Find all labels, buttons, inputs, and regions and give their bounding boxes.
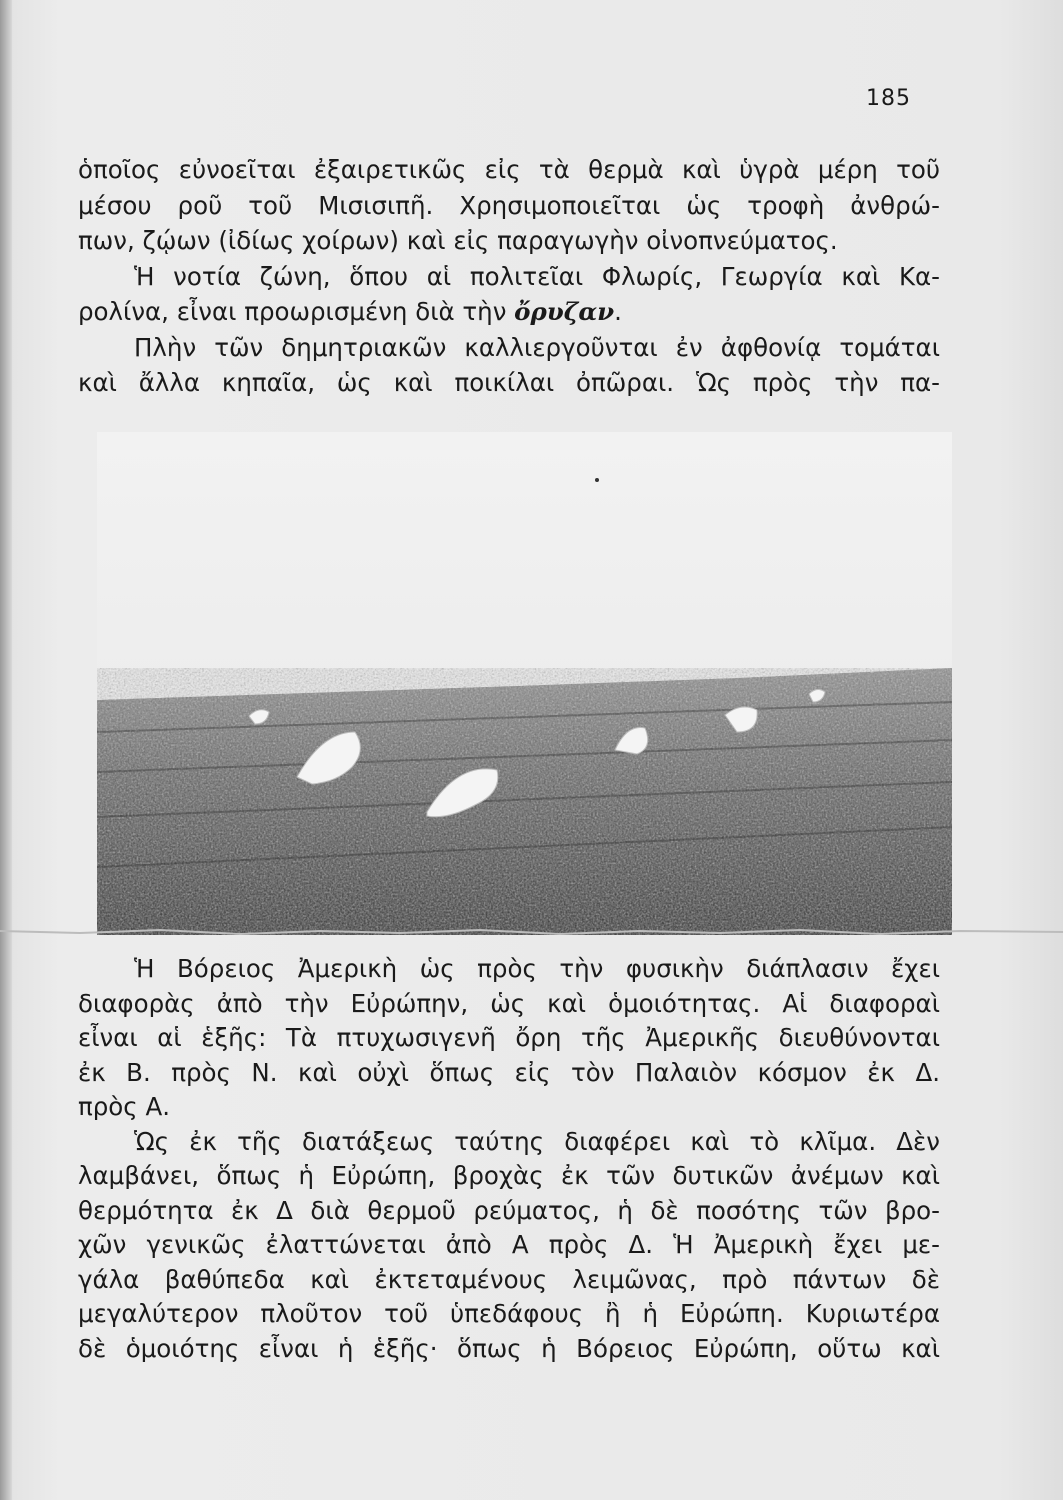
field-workers-photo xyxy=(97,432,952,935)
paragraph-besides-line: καὶ ἄλλα κηπαῖα, ὡς καὶ ποικίλαι ὀπῶραι. Ὡς πρὸς τὴν πα- xyxy=(78,368,940,397)
text-line: ὁποῖος εὐνοεῖται ἐξαιρετικῶς εἰς τὰ θερμὰ καὶ ὑγρὰ μέρη τοῦ xyxy=(78,155,940,184)
paragraph-arrangement-line: θερμότητα ἐκ Δ διὰ θερμοῦ ρεύματος, ἡ δὲ ποσότης τῶν βρο- xyxy=(78,1195,940,1225)
photo-field-texture xyxy=(97,668,952,935)
emphasized-word-rice: ὄρυζαν xyxy=(514,297,615,326)
paragraph-north-america-line: διαφορὰς ἀπὸ τὴν Εὐρώπην, ὡς καὶ ὁμοιότητας. Αἱ διαφοραὶ xyxy=(78,988,940,1018)
paragraph-arrangement-line: Ὡς ἐκ τῆς διατάξεως ταύτης διαφέρει καὶ τὸ κλῖμα. Δὲν xyxy=(134,1126,940,1156)
paragraph-north-america-line: Ἡ Βόρειος Ἀμερικὴ ὡς πρὸς τὴν φυσικὴν διάπλασιν ἔχει xyxy=(134,954,940,983)
text-fragment: ρολίνα, εἶναι προωρισμένη διὰ τὴν xyxy=(78,297,515,326)
paragraph-arrangement-line: γάλα βαθύπεδα καὶ ἐκτεταμένους λειμῶνας, πρὸ πάντων δὲ xyxy=(78,1264,940,1294)
paragraph-besides-line: Πλὴν τῶν δημητριακῶν καλλιεργοῦνται ἐν ἀφθονίᾳ τομάται xyxy=(134,332,940,362)
paragraph-south-zone-line: Ἡ νοτία ζώνη, ὅπου αἱ πολιτεῖαι Φλωρίς, Γεωργία καὶ Κα- xyxy=(134,261,940,291)
paragraph-north-america-line: εἶναι αἱ ἑξῆς: Τὰ πτυχωσιγενῆ ὄρη τῆς Ἀμερικῆς διευθύνονται xyxy=(78,1023,940,1052)
text-line: πων, ζῴων (ἰδίως χοίρων) καὶ εἰς παραγωγὴν οἰνοπνεύματος. xyxy=(78,226,838,255)
paragraph-arrangement-line: χῶν γενικῶς ἐλαττώνεται ἀπὸ Α πρὸς Δ. Ἡ Ἀμερικὴ ἔχει με- xyxy=(78,1230,940,1259)
text-line: μέσου ροῦ τοῦ Μισισιπῆ. Χρησιμοποιεῖται ὡς τροφὴ ἀνθρώ- xyxy=(78,190,940,220)
photo-speck xyxy=(595,478,599,482)
paragraph-arrangement-line: δὲ ὁμοιότης εἶναι ἡ ἑξῆς· ὅπως ἡ Βόρειος Εὐρώπη, οὕτω καὶ xyxy=(78,1333,940,1363)
text-block-bottom xyxy=(78,952,940,1366)
torn-paper-edge xyxy=(0,925,1063,939)
paragraph-south-zone-line xyxy=(78,294,940,330)
text-fragment: . xyxy=(614,297,622,326)
paragraph-north-america-line: ἐκ Β. πρὸς Ν. καὶ οὐχὶ ὅπως εἰς τὸν Παλαιὸν κόσμον ἐκ Δ. xyxy=(78,1057,940,1087)
paragraph-arrangement-line: λαμβάνει, ὅπως ἡ Εὐρώπη, βροχὰς ἐκ τῶν δυτικῶν ἀνέμων καὶ xyxy=(78,1161,940,1190)
paragraph-arrangement-line: μεγαλύτερον πλοῦτον τοῦ ὑπεδάφους ἢ ἡ Εὐρώπη. Κυριωτέρα xyxy=(78,1299,940,1328)
paragraph-north-america-line: πρὸς Α. xyxy=(78,1092,171,1121)
text-block-top xyxy=(78,152,940,401)
page-number: 185 xyxy=(866,86,911,111)
page-gutter-shadow xyxy=(0,0,12,1500)
